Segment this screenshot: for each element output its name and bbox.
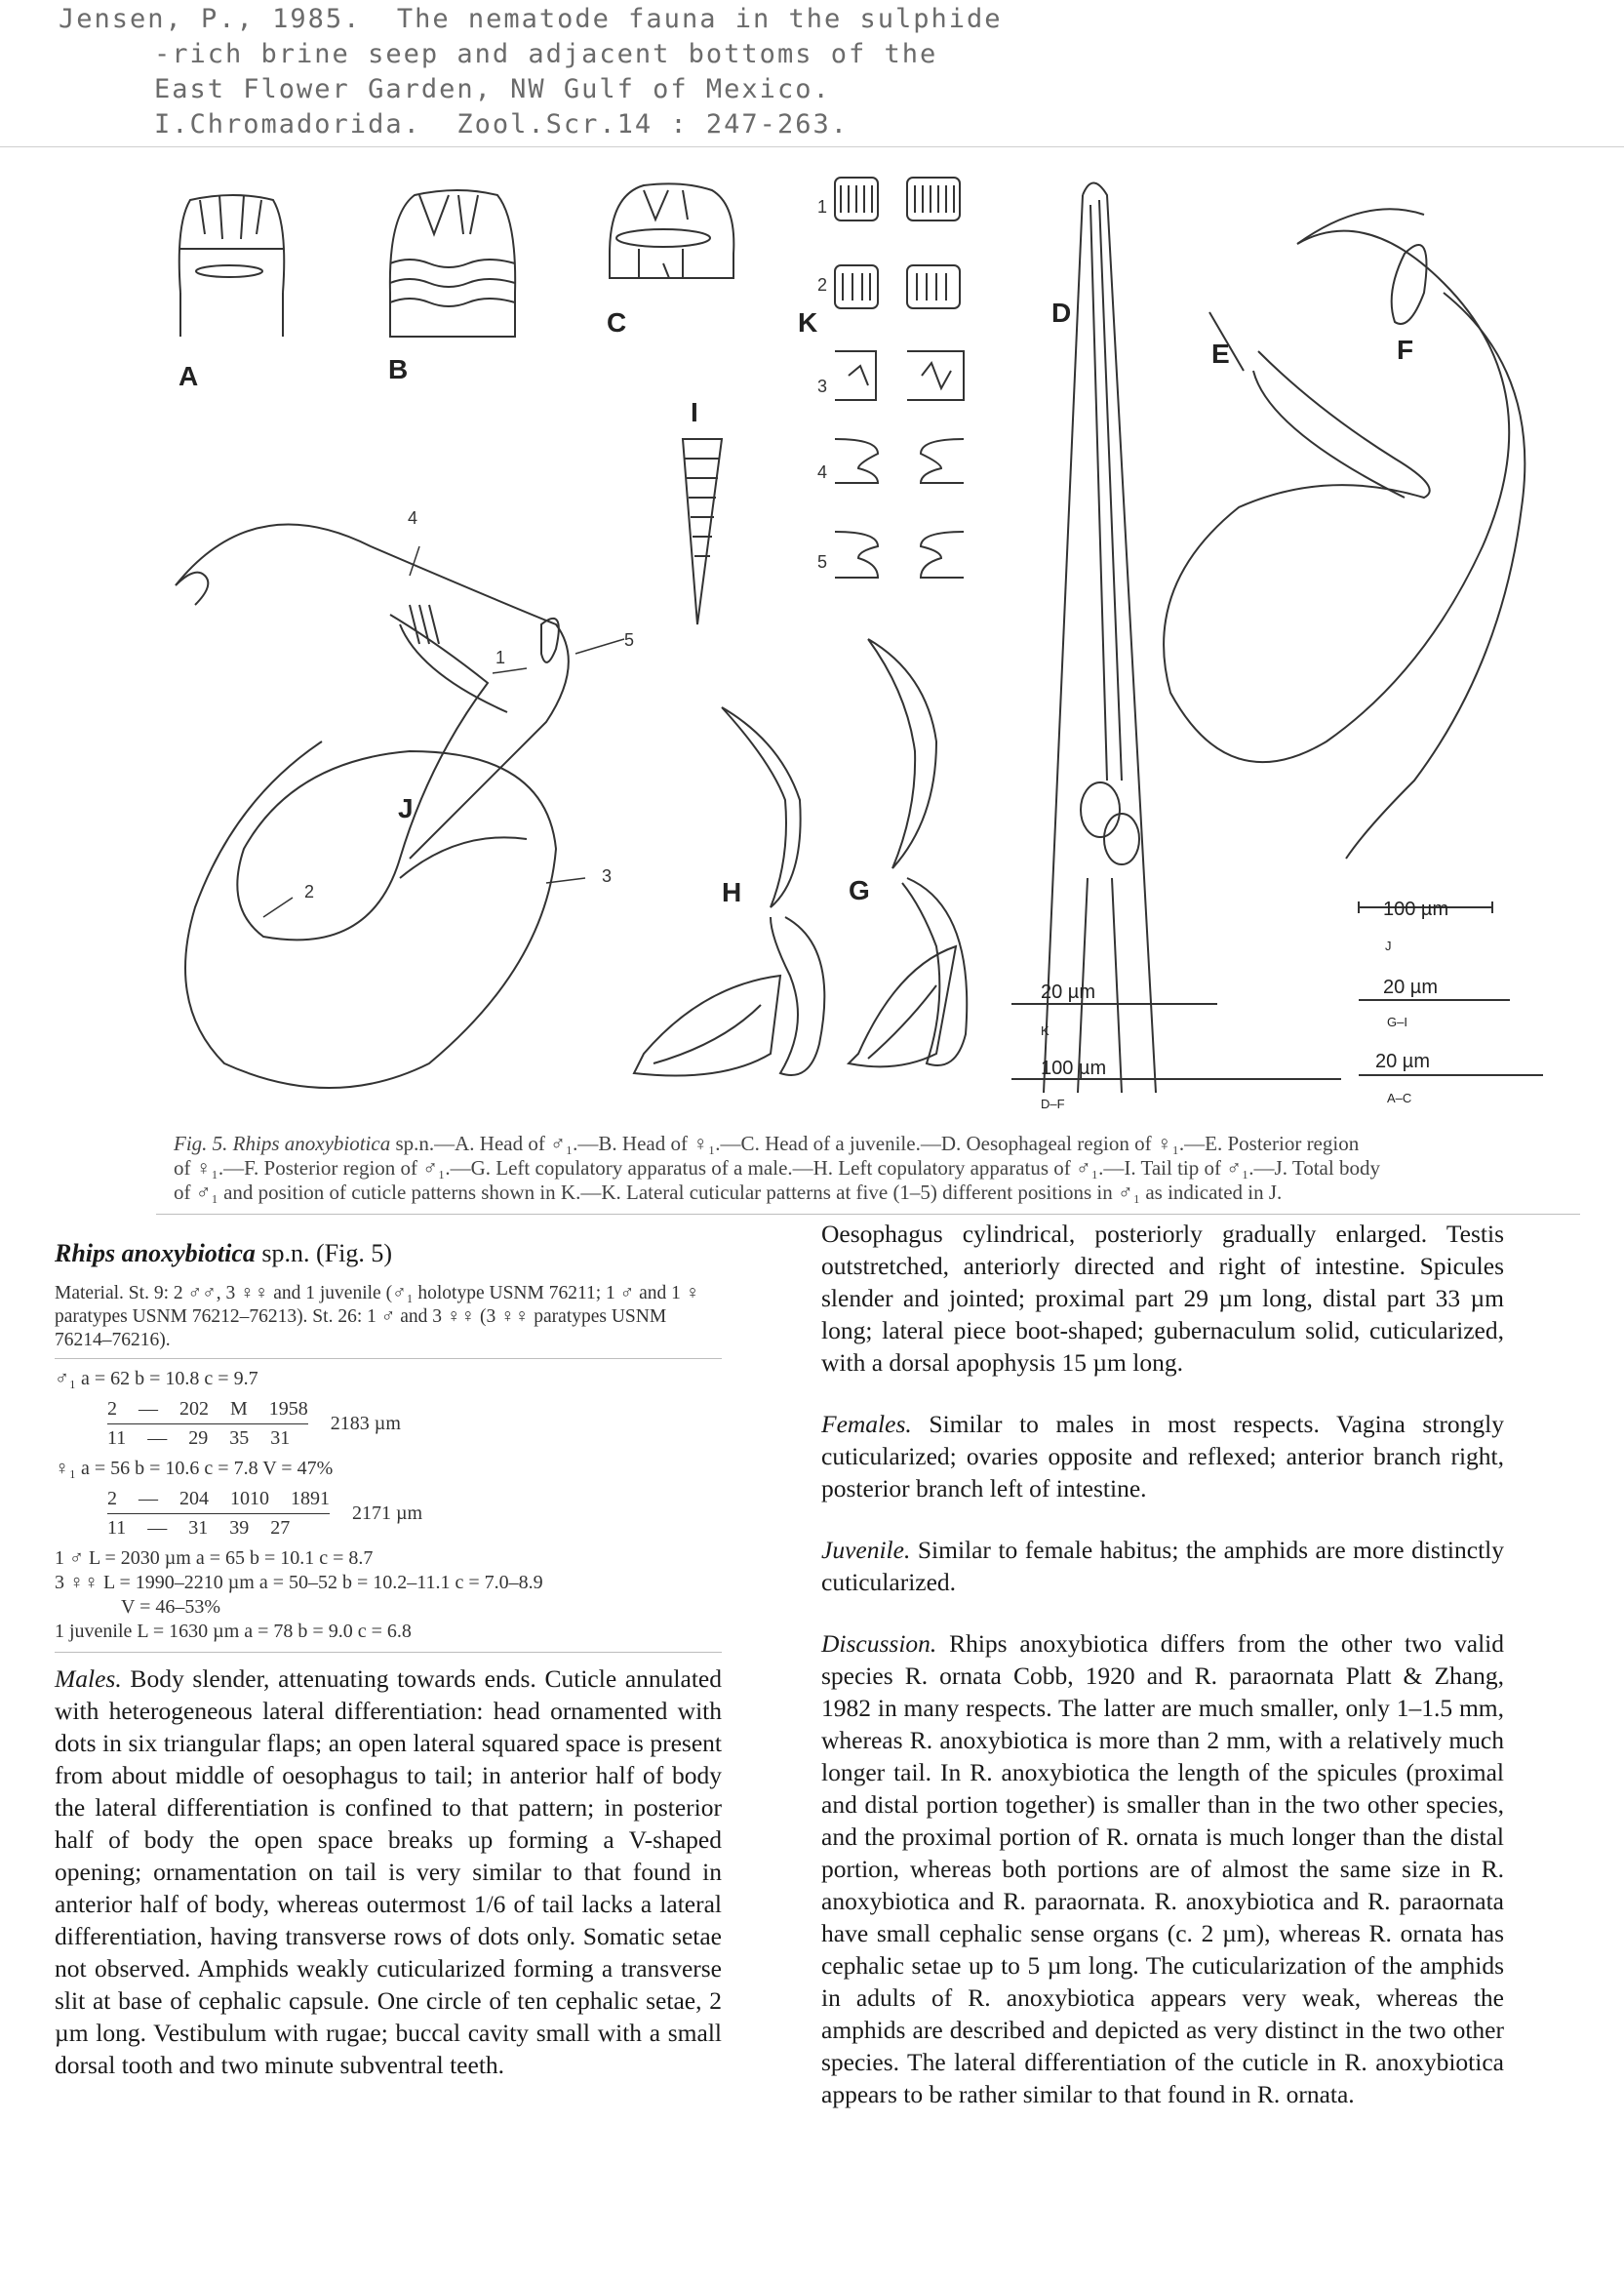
formula-value: — <box>139 1398 158 1420</box>
right-column <box>821 1218 1504 2110</box>
formula-value: — <box>139 1488 158 1509</box>
formula-value: 1010 <box>230 1488 269 1509</box>
divider <box>55 1358 722 1359</box>
cuticle-patterns-drawing <box>835 178 964 578</box>
panel-label-e: E <box>1211 339 1230 369</box>
reference-line: -rich brine seep and adjacent bottoms of the <box>154 39 938 69</box>
formula-value: M <box>230 1398 248 1420</box>
j-position-number: 2 <box>304 882 315 901</box>
tail-tip-drawing <box>683 439 722 624</box>
scale-bar-value: 100 µm <box>1041 1058 1107 1079</box>
scale-bar-panel: A–C <box>1387 1091 1412 1105</box>
k-row-number: 4 <box>817 462 828 482</box>
species-heading <box>55 1239 722 1268</box>
j-position-number: 4 <box>408 508 418 528</box>
formula-value: 202 <box>179 1398 209 1420</box>
other-female-measurements: 3 ♀♀ L = 1990–2210 µm a = 50–52 b = 10.2–11.1 c = 7.0–8.9 <box>55 1572 543 1593</box>
reference-note <box>59 2 1003 142</box>
juvenile-measurements: 1 juvenile L = 1630 µm a = 78 b = 9.0 c = 6.8 <box>55 1621 412 1642</box>
left-column <box>55 1239 722 2081</box>
scale-bar-panel: G–I <box>1387 1015 1407 1029</box>
formula-value: 1891 <box>291 1488 330 1509</box>
species-heading-suffix: sp.n. (Fig. 5) <box>255 1239 392 1267</box>
formula-value: 204 <box>179 1488 209 1509</box>
head-female-drawing <box>390 190 515 337</box>
scale-bar-value: 20 µm <box>1383 977 1438 998</box>
formula-value: 2 <box>107 1398 117 1420</box>
divider <box>156 1214 1580 1215</box>
k-row-number: 2 <box>817 275 828 295</box>
formula-value: 27 <box>270 1517 291 1539</box>
caption-text: of ♀₁.—F. Posterior region of ♂₁.—G. Left copulatory apparatus of a male.—H. Left copulatory apparatus of ♂₁.—I. Tail tip of ♂₁.—J. Total body <box>174 1156 1380 1180</box>
formula-value: 39 <box>229 1517 250 1539</box>
paragraph-text: Similar to female habitus; the amphids are more distinctly cuticularized. <box>821 1536 1504 1596</box>
panel-label-g: G <box>849 875 870 905</box>
j-position-number: 5 <box>624 630 635 650</box>
formula-value: — <box>147 1517 168 1539</box>
copulatory-apparatus-g-drawing <box>849 639 967 1066</box>
juvenile-paragraph <box>821 1534 1504 1598</box>
other-male-measurements: 1 ♂ L = 2030 µm a = 65 b = 10.1 c = 8.7 <box>55 1547 374 1569</box>
female1-ratios: ♀₁ a = 56 b = 10.6 c = 7.8 V = 47% <box>55 1458 334 1479</box>
divider <box>0 146 1624 147</box>
caption-text: of ♂₁ and position of cuticle patterns shown in K.—K. Lateral cuticular patterns at five (1–5) different positions in ♂₁ as indicated in J. <box>174 1181 1283 1204</box>
posterior-region-drawing <box>1164 209 1525 859</box>
measurements-block <box>55 1367 722 1644</box>
males-continued-paragraph: Oesophagus cylindrical, posteriorly gradually enlarged. Testis outstretched, anteriorly directed and right of intestine. Spicules slender and jointed; proximal part 29 µm long, distal part 33 µm long; lateral piece boot-shaped; gubernaculum solid, cuticularized, with a dorsal apophysis 15 µm long. <box>821 1220 1504 1377</box>
formula-value: 1958 <box>268 1398 308 1420</box>
reference-line: I.Chromadorida. Zool.Scr.14 : 247-263. <box>154 109 849 140</box>
scale-bar-panel: J <box>1385 939 1392 953</box>
discussion-paragraph <box>821 1627 1504 2110</box>
paragraph-text: Rhips anoxybiotica differs from the other two valid species R. ornata Cobb, 1920 and R. paraornata Platt & Zhang, 1982 in many respects. The latter are much smaller, only 1–1.5 mm, whereas R. anoxybiotica is more than 2 mm, with a relatively much longer tail. In R. anoxybiotica the length of the spicules (proximal and distal portion together) is smaller than in the two other species, and the proximal portion of R. ornata is much longer than the distal portion, whereas both portions are of almost the same size in R. anoxybiotica and R. paraornata. R. anoxybiotica and R. paraornata have small cephalic sense organs (c. 2 µm), whereas R. ornata has cephalic setae up to 5 µm long. The cuticularization of the amphids in adults of R. anoxybiotica appears very weak, whereas the amphids are described and depicted as very distinct in the two other species. The lateral differentiation of the cuticle in R. anoxybiotica appears to be rather similar to that found in R. ornata. <box>821 1629 1504 2108</box>
species-name: Rhips anoxybiotica <box>55 1239 256 1267</box>
panel-label-j: J <box>398 793 414 823</box>
scale-bar-value: 20 µm <box>1375 1051 1430 1072</box>
formula-value: 2 <box>107 1488 117 1509</box>
formula-value: 31 <box>270 1427 291 1449</box>
panel-label-h: H <box>722 877 742 907</box>
males-paragraph <box>55 1662 722 2081</box>
panel-label-d: D <box>1051 298 1072 328</box>
formula-value: 35 <box>229 1427 250 1449</box>
section-label: Discussion. <box>821 1629 937 1658</box>
females-paragraph <box>821 1408 1504 1504</box>
other-female-vulva: V = 46–53% <box>121 1596 221 1618</box>
section-label: Juvenile. <box>821 1536 911 1564</box>
panel-label-f: F <box>1397 335 1414 365</box>
female1-total: 2171 µm <box>352 1502 423 1524</box>
panel-label-c: C <box>607 307 627 338</box>
k-row-number: 1 <box>817 197 828 217</box>
panel-label-a: A <box>178 361 199 391</box>
k-row-number: 5 <box>817 552 828 572</box>
female1-formula <box>107 1487 330 1541</box>
k-row-number: 3 <box>817 377 828 396</box>
figure-plate <box>0 156 1624 1132</box>
scale-bar-value: 100 µm <box>1383 899 1449 920</box>
figure-caption <box>174 1132 1559 1205</box>
reference-line: East Flower Garden, NW Gulf of Mexico. <box>154 74 831 104</box>
male1-formula <box>107 1397 308 1451</box>
divider <box>55 1652 722 1653</box>
caption-lead: Fig. 5. Rhips anoxybiotica <box>174 1132 391 1155</box>
formula-value: 11 <box>107 1427 127 1449</box>
male1-ratios: ♂₁ a = 62 b = 10.8 c = 9.7 <box>55 1368 258 1389</box>
section-label: Males. <box>55 1664 122 1693</box>
reference-line: Jensen, P., 1985. The nematode fauna in the sulphide <box>59 4 1003 34</box>
male1-total: 2183 µm <box>330 1413 401 1434</box>
caption-text: sp.n.—A. Head of ♂₁.—B. Head of ♀₁.—C. Head of a juvenile.—D. Oesophageal region of ♀₁.—E. Posterior region <box>390 1132 1360 1155</box>
scale-bar-panel: K <box>1041 1023 1050 1038</box>
panel-label-k: K <box>798 307 818 338</box>
panel-label-i: I <box>691 397 698 427</box>
scale-bar-panel: D–F <box>1041 1097 1065 1111</box>
head-male-drawing <box>179 195 285 337</box>
paragraph-text: Similar to males in most respects. Vagina strongly cuticularized; ovaries opposite and reflexed; anterior branch right, posterior branch left of intestine. <box>821 1410 1504 1502</box>
material-text: Material. St. 9: 2 ♂♂, 3 ♀♀ and 1 juvenile (♂₁ holotype USNM 76211; 1 ♂ and 1 ♀ paratypes USNM 76212–76213). St. 26: 1 ♂ and 3 ♀♀ (3 ♀♀ paratypes USNM 76214–76216). <box>55 1283 700 1350</box>
formula-value: — <box>147 1427 168 1449</box>
formula-value: 31 <box>188 1517 209 1539</box>
j-position-number: 1 <box>495 648 506 667</box>
j-position-number: 3 <box>602 866 613 886</box>
panel-label-b: B <box>388 354 409 384</box>
section-label: Females. <box>821 1410 912 1438</box>
formula-value: 29 <box>188 1427 209 1449</box>
formula-value: 11 <box>107 1517 127 1539</box>
head-juvenile-drawing <box>610 183 733 278</box>
scale-bar-value: 20 µm <box>1041 981 1095 1003</box>
paragraph-text: Body slender, attenuating towards ends. Cuticle annulated with heterogeneous lateral differentiation: head ornamented with dots in six triangular flaps; an open lateral squared space is present from about middle of oesophagus to tail; in anterior half of body the lateral differentiation is confined to that pattern; in posterior half of body the open space breaks up forming a V-shaped opening; ornamentation on tail is very similar to that found in anterior half of body, whereas outermost 1/6 of tail lacks a lateral differentiation, having transverse rows of dots only. Somatic setae not observed. Amphids weakly cuticularized forming a transverse slit at base of cephalic capsule. One circle of ten cephalic setae, 2 µm long. Vestibulum with rugae; buccal cavity small with a small dorsal tooth and two minute subventral teeth. <box>55 1664 722 2079</box>
